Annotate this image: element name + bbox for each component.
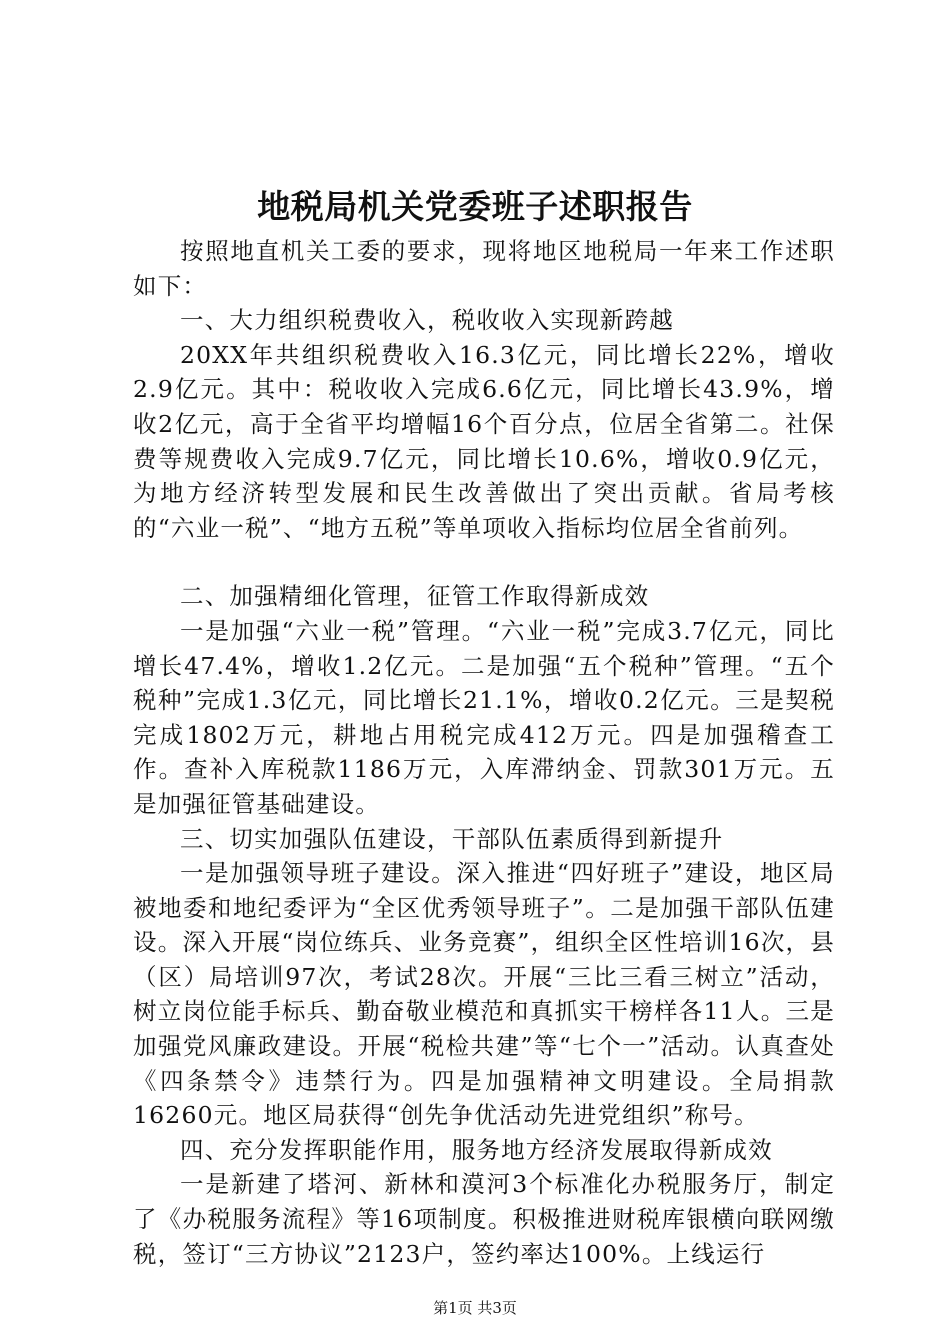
section-1-paragraph: 20XX年共组织税费收入16.3亿元，同比增长22%，增收2.9亿元。其中：税收收入完成6.6亿元，同比增长43.9%，增收2亿元，高于全省平均增幅16个百分点，位居全省第二。社保费等规费收入完成9.7亿元，同比增长10.6%，增收0.9亿元，为地方经济转型发展和民生改善做出了突出贡献。省局考核的“六业一税”、“地方五税”等单项收入指标均位居全省前列。 [133,340,835,542]
intro-paragraph: 按照地直机关工委的要求，现将地区地税局一年来工作述职如下： [133,237,835,300]
section-heading-4: 四、充分发挥职能作用，服务地方经济发展取得新成效 [180,1135,773,1164]
section-heading-1: 一、大力组织税费收入，税收收入实现新跨越 [180,306,674,335]
section-3-paragraph: 一是加强领导班子建设。深入推进“四好班子”建设，地区局被地委和地纪委评为“全区优秀领导班子”。二是加强干部队伍建设。深入开展“岗位练兵、业务竞赛”，组织全区性培训16次，县（区）局培训97次，考试28次。开展“三比三看三树立”活动，树立岗位能手标兵、勤奋敬业模范和真抓实干榜样各11人。三是加强党风廉政建设。开展“税检共建”等“七个一”活动。认真查处《四条禁令》违禁行为。四是加强精神文明建设。全局捐款16260元。地区局获得“创先争优活动先进党组织”称号。 [133,859,835,1130]
document-title: 地税局机关党委班子述职报告 [257,187,693,226]
document-body [133,234,835,1271]
section-4-paragraph: 一是新建了塔河、新林和漠河3个标准化办税服务厅，制定了《办税服务流程》等16项制度。积极推进财税库银横向联网缴税，签订“三方协议”2123户，签约率达100%。上线运行 [133,1170,835,1268]
section-heading-2: 二、加强精细化管理，征管工作取得新成效 [180,582,650,611]
page-number-footer: 第1页 共3页 [433,1299,517,1317]
section-2-paragraph: 一是加强“六业一税”管理。“六业一税”完成3.7亿元，同比增长47.4%，增收1.2亿元。二是加强“五个税种”管理。“五个税种”完成1.3亿元，同比增长21.1%，增收0.2亿元。三是契税完成1802万元，耕地占用税完成412万元。四是加强稽查工作。查补入库税款1186万元，入库滞纳金、罚款301万元。五是加强征管基础建设。 [133,616,835,818]
section-heading-3: 三、切实加强队伍建设，干部队伍素质得到新提升 [180,824,724,853]
